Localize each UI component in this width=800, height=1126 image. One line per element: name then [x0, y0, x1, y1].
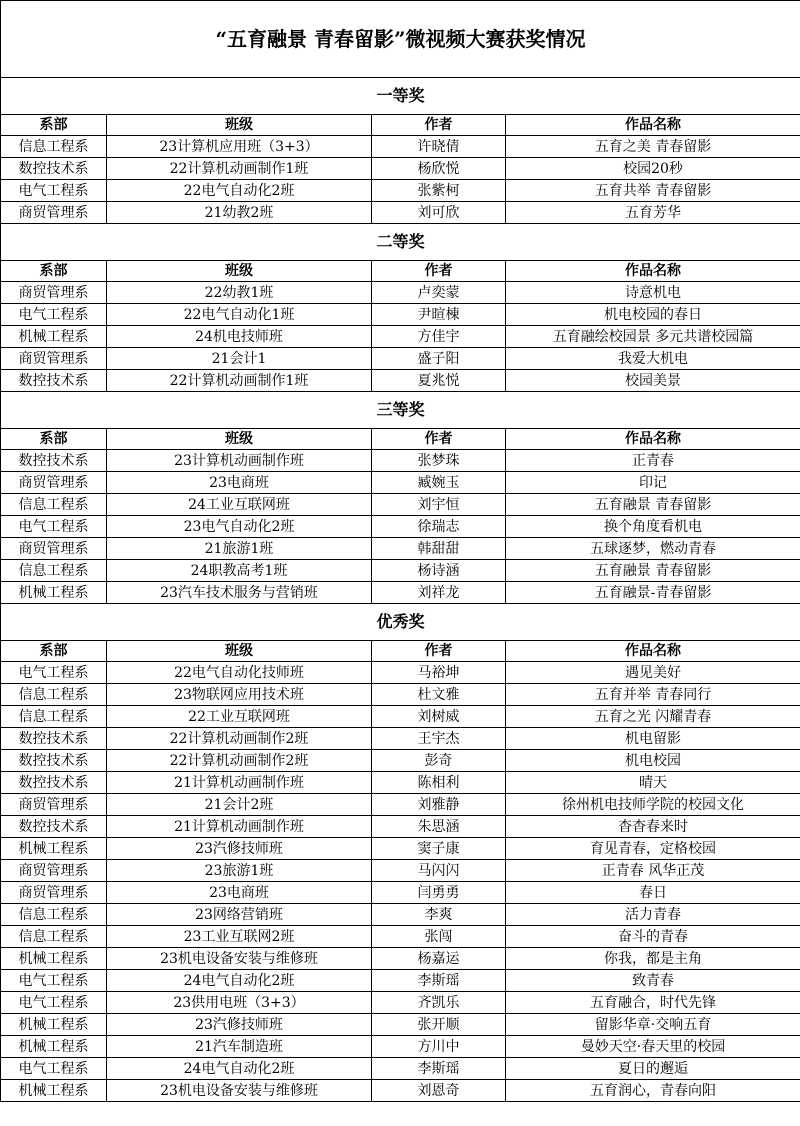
table-row [1, 662, 800, 684]
cell-class: 22计算机动画制作2班 [107, 750, 372, 772]
cell-work-title: 校园美景 [506, 370, 800, 392]
cell-department: 数控技术系 [1, 728, 107, 750]
cell-work-title: 五育润心，青春向阳 [506, 1080, 800, 1102]
cell-department: 机械工程系 [1, 1080, 107, 1102]
cell-class: 23汽修技师班 [107, 1014, 372, 1036]
cell-class: 23汽车技术服务与营销班 [107, 582, 372, 604]
table-row [1, 1036, 800, 1058]
cell-class: 23物联网应用技术班 [107, 684, 372, 706]
cell-author: 尹暄棟 [372, 304, 506, 326]
table-row [1, 202, 800, 224]
cell-author: 方佳宇 [372, 326, 506, 348]
cell-author: 杜文雅 [372, 684, 506, 706]
cell-department: 电气工程系 [1, 180, 107, 202]
header-author: 作者 [372, 115, 506, 136]
cell-class: 23计算机应用班（3+3） [107, 136, 372, 158]
awards-table-body [1, 1, 800, 1102]
cell-class: 24电气自动化2班 [107, 970, 372, 992]
header-class: 班级 [107, 429, 372, 450]
cell-author: 王宇杰 [372, 728, 506, 750]
header-class: 班级 [107, 115, 372, 136]
cell-work-title: 机电留影 [506, 728, 800, 750]
header-work-title: 作品名称 [506, 115, 800, 136]
cell-work-title: 遇见美好 [506, 662, 800, 684]
cell-author: 杨欣悦 [372, 158, 506, 180]
cell-author: 窦子康 [372, 838, 506, 860]
cell-class: 23工业互联网2班 [107, 926, 372, 948]
cell-work-title: 印记 [506, 472, 800, 494]
table-row [1, 370, 800, 392]
cell-work-title: 机电校园 [506, 750, 800, 772]
cell-class: 21计算机动画制作班 [107, 772, 372, 794]
cell-class: 23电商班 [107, 882, 372, 904]
section-heading: 优秀奖 [1, 604, 800, 641]
cell-work-title: 晴天 [506, 772, 800, 794]
cell-class: 23机电设备安装与维修班 [107, 1080, 372, 1102]
cell-department: 机械工程系 [1, 1014, 107, 1036]
cell-work-title: 致青春 [506, 970, 800, 992]
cell-class: 24职教高考1班 [107, 560, 372, 582]
cell-department: 商贸管理系 [1, 538, 107, 560]
cell-department: 数控技术系 [1, 370, 107, 392]
cell-work-title: 杳杳春来时 [506, 816, 800, 838]
cell-author: 齐凯乐 [372, 992, 506, 1014]
cell-work-title: 徐州机电技师学院的校园文化 [506, 794, 800, 816]
cell-class: 24机电技师班 [107, 326, 372, 348]
cell-class: 21会计1 [107, 348, 372, 370]
cell-work-title: 曼妙天空·春天里的校园 [506, 1036, 800, 1058]
table-row [1, 948, 800, 970]
cell-department: 商贸管理系 [1, 202, 107, 224]
cell-department: 数控技术系 [1, 750, 107, 772]
cell-work-title: 正青春 [506, 450, 800, 472]
cell-class: 23机电设备安装与维修班 [107, 948, 372, 970]
table-row [1, 582, 800, 604]
table-row [1, 180, 800, 202]
cell-department: 商贸管理系 [1, 282, 107, 304]
cell-department: 机械工程系 [1, 582, 107, 604]
table-row [1, 882, 800, 904]
table-row [1, 904, 800, 926]
cell-class: 21计算机动画制作班 [107, 816, 372, 838]
cell-department: 信息工程系 [1, 684, 107, 706]
cell-class: 24电气自动化2班 [107, 1058, 372, 1080]
column-header-row [1, 641, 800, 662]
cell-department: 电气工程系 [1, 970, 107, 992]
cell-author: 李斯瑶 [372, 970, 506, 992]
cell-work-title: 我爱大机电 [506, 348, 800, 370]
table-row [1, 450, 800, 472]
cell-class: 22工业互联网班 [107, 706, 372, 728]
header-class: 班级 [107, 261, 372, 282]
cell-class: 22电气自动化1班 [107, 304, 372, 326]
table-row [1, 684, 800, 706]
cell-work-title: 五育共举 青春留影 [506, 180, 800, 202]
table-row [1, 970, 800, 992]
cell-author: 刘可欣 [372, 202, 506, 224]
cell-work-title: 五育之美 青春留影 [506, 136, 800, 158]
header-author: 作者 [372, 261, 506, 282]
cell-department: 电气工程系 [1, 1058, 107, 1080]
cell-class: 23电气自动化2班 [107, 516, 372, 538]
cell-department: 商贸管理系 [1, 472, 107, 494]
cell-class: 22电气自动化2班 [107, 180, 372, 202]
cell-author: 张开顺 [372, 1014, 506, 1036]
cell-department: 机械工程系 [1, 838, 107, 860]
cell-work-title: 诗意机电 [506, 282, 800, 304]
column-header-row [1, 261, 800, 282]
title-row [1, 1, 800, 78]
table-row [1, 772, 800, 794]
header-class: 班级 [107, 641, 372, 662]
cell-class: 22幼教1班 [107, 282, 372, 304]
cell-department: 电气工程系 [1, 516, 107, 538]
column-header-row [1, 429, 800, 450]
cell-work-title: 五育融合，时代先锋 [506, 992, 800, 1014]
table-row [1, 1080, 800, 1102]
cell-author: 刘树威 [372, 706, 506, 728]
cell-author: 盛子阳 [372, 348, 506, 370]
cell-work-title: 五育融景 青春留影 [506, 560, 800, 582]
cell-work-title: 五育芳华 [506, 202, 800, 224]
cell-department: 信息工程系 [1, 136, 107, 158]
table-row [1, 304, 800, 326]
cell-department: 商贸管理系 [1, 882, 107, 904]
table-row [1, 136, 800, 158]
cell-class: 21幼教2班 [107, 202, 372, 224]
cell-author: 张梦珠 [372, 450, 506, 472]
cell-department: 信息工程系 [1, 560, 107, 582]
header-work-title: 作品名称 [506, 641, 800, 662]
table-row [1, 472, 800, 494]
cell-work-title: 五球逐梦，燃动青春 [506, 538, 800, 560]
cell-class: 23计算机动画制作班 [107, 450, 372, 472]
table-row [1, 860, 800, 882]
cell-author: 李爽 [372, 904, 506, 926]
cell-work-title: 机电校园的春日 [506, 304, 800, 326]
cell-work-title: 换个角度看机电 [506, 516, 800, 538]
cell-work-title: 留影华章·交响五育 [506, 1014, 800, 1036]
cell-author: 夏兆悦 [372, 370, 506, 392]
section-heading-row [1, 78, 800, 115]
cell-class: 23网络营销班 [107, 904, 372, 926]
table-row [1, 706, 800, 728]
cell-author: 刘宇恒 [372, 494, 506, 516]
cell-author: 闫勇勇 [372, 882, 506, 904]
cell-class: 22计算机动画制作2班 [107, 728, 372, 750]
cell-class: 21会计2班 [107, 794, 372, 816]
table-row [1, 794, 800, 816]
cell-author: 许晓倩 [372, 136, 506, 158]
cell-author: 李斯瑶 [372, 1058, 506, 1080]
cell-class: 22计算机动画制作1班 [107, 158, 372, 180]
cell-department: 商贸管理系 [1, 860, 107, 882]
table-row [1, 158, 800, 180]
section-heading-row [1, 224, 800, 261]
cell-author: 方川中 [372, 1036, 506, 1058]
cell-work-title: 五育之光 闪耀青春 [506, 706, 800, 728]
cell-class: 24工业互联网班 [107, 494, 372, 516]
table-row [1, 348, 800, 370]
cell-department: 机械工程系 [1, 1036, 107, 1058]
cell-department: 数控技术系 [1, 816, 107, 838]
cell-class: 23电商班 [107, 472, 372, 494]
cell-author: 张紫柯 [372, 180, 506, 202]
table-row [1, 1058, 800, 1080]
header-department: 系部 [1, 115, 107, 136]
cell-work-title: 五育融景-青春留影 [506, 582, 800, 604]
section-heading-row [1, 604, 800, 641]
cell-work-title: 校园20秒 [506, 158, 800, 180]
cell-class: 23旅游1班 [107, 860, 372, 882]
cell-department: 数控技术系 [1, 450, 107, 472]
header-author: 作者 [372, 429, 506, 450]
cell-class: 22电气自动化技师班 [107, 662, 372, 684]
cell-author: 韩甜甜 [372, 538, 506, 560]
cell-author: 马裕坤 [372, 662, 506, 684]
cell-work-title: 五育融景 青春留影 [506, 494, 800, 516]
cell-class: 21旅游1班 [107, 538, 372, 560]
cell-work-title: 五育融绘校园景 多元共谱校园篇 [506, 326, 800, 348]
table-row [1, 326, 800, 348]
header-department: 系部 [1, 429, 107, 450]
cell-class: 22计算机动画制作1班 [107, 370, 372, 392]
section-heading-row [1, 392, 800, 429]
table-row [1, 992, 800, 1014]
cell-author: 陈相利 [372, 772, 506, 794]
cell-work-title: 春日 [506, 882, 800, 904]
cell-class: 21汽车制造班 [107, 1036, 372, 1058]
cell-department: 电气工程系 [1, 992, 107, 1014]
cell-author: 刘祥龙 [372, 582, 506, 604]
cell-department: 商贸管理系 [1, 348, 107, 370]
cell-author: 杨诗涵 [372, 560, 506, 582]
header-work-title: 作品名称 [506, 261, 800, 282]
cell-work-title: 育见青春，定格校园 [506, 838, 800, 860]
section-heading: 三等奖 [1, 392, 800, 429]
cell-author: 刘恩奇 [372, 1080, 506, 1102]
cell-department: 信息工程系 [1, 904, 107, 926]
header-author: 作者 [372, 641, 506, 662]
cell-work-title: 活力青春 [506, 904, 800, 926]
table-row [1, 728, 800, 750]
table-row [1, 494, 800, 516]
cell-class: 23汽修技师班 [107, 838, 372, 860]
header-department: 系部 [1, 641, 107, 662]
cell-department: 信息工程系 [1, 706, 107, 728]
cell-author: 杨嘉运 [372, 948, 506, 970]
cell-work-title: 你我，都是主角 [506, 948, 800, 970]
table-row [1, 926, 800, 948]
page-title: “五育融景 青春留影”微视频大赛获奖情况 [1, 1, 800, 78]
section-heading: 二等奖 [1, 224, 800, 261]
cell-author: 徐瑞志 [372, 516, 506, 538]
column-header-row [1, 115, 800, 136]
header-department: 系部 [1, 261, 107, 282]
table-row [1, 560, 800, 582]
cell-work-title: 五育并举 青春同行 [506, 684, 800, 706]
cell-department: 电气工程系 [1, 304, 107, 326]
table-row [1, 838, 800, 860]
cell-department: 机械工程系 [1, 948, 107, 970]
table-row [1, 816, 800, 838]
table-row [1, 282, 800, 304]
cell-author: 臧婉玉 [372, 472, 506, 494]
cell-department: 机械工程系 [1, 326, 107, 348]
cell-class: 23供用电班（3+3） [107, 992, 372, 1014]
cell-work-title: 奋斗的青春 [506, 926, 800, 948]
cell-author: 卢奕蒙 [372, 282, 506, 304]
table-row [1, 750, 800, 772]
cell-author: 马闪闪 [372, 860, 506, 882]
cell-department: 数控技术系 [1, 772, 107, 794]
cell-author: 刘雅静 [372, 794, 506, 816]
table-row [1, 1014, 800, 1036]
cell-work-title: 正青春 风华正茂 [506, 860, 800, 882]
header-work-title: 作品名称 [506, 429, 800, 450]
cell-work-title: 夏日的邂逅 [506, 1058, 800, 1080]
cell-department: 商贸管理系 [1, 794, 107, 816]
table-row [1, 538, 800, 560]
cell-author: 张闯 [372, 926, 506, 948]
cell-department: 电气工程系 [1, 662, 107, 684]
cell-department: 信息工程系 [1, 494, 107, 516]
cell-department: 信息工程系 [1, 926, 107, 948]
cell-department: 数控技术系 [1, 158, 107, 180]
cell-author: 彭奇 [372, 750, 506, 772]
section-heading: 一等奖 [1, 78, 800, 115]
table-row [1, 516, 800, 538]
cell-author: 朱思涵 [372, 816, 506, 838]
